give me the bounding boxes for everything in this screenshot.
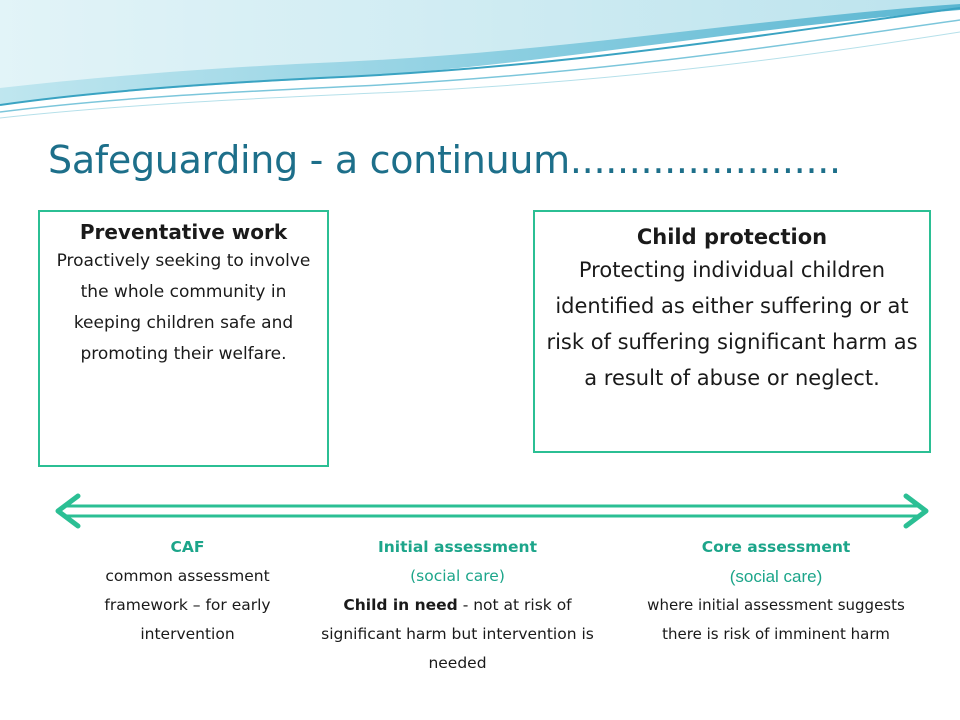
initial-assessment-column xyxy=(315,533,600,678)
caf-column xyxy=(70,533,305,649)
header-wave-decoration xyxy=(0,0,960,120)
initial-assessment-description: - not at risk of significant harm but intervention is needed xyxy=(321,596,594,672)
initial-assessment-title: Initial assessment xyxy=(378,538,537,556)
child-protection-heading: Child protection xyxy=(636,225,828,249)
caf-title: CAF xyxy=(170,538,205,556)
preventative-work-body: Proactively seeking to involve the whole community in keeping children safe and promoting their welfare. xyxy=(56,251,311,364)
initial-assessment-subtitle: (social care) xyxy=(410,567,505,585)
preventative-work-box xyxy=(38,210,329,467)
caf-body: common assessment framework – for early intervention xyxy=(104,567,271,643)
initial-assessment-body xyxy=(321,596,594,672)
continuum-double-arrow xyxy=(50,492,934,532)
child-in-need-label: Child in need xyxy=(343,596,458,614)
core-assessment-body: where initial assessment suggests there is risk of imminent harm xyxy=(647,596,905,643)
slide-title: Safeguarding - a continuum....................... xyxy=(48,138,841,182)
core-assessment-column xyxy=(645,533,907,649)
child-protection-body: Protecting individual children identified as either suffering or at risk of suffering significant harm as a result of abuse or neglect. xyxy=(546,258,918,390)
core-assessment-title: Core assessment xyxy=(701,538,851,556)
preventative-work-heading: Preventative work xyxy=(79,220,288,244)
child-protection-box xyxy=(533,210,931,453)
core-assessment-subtitle: (social care) xyxy=(729,567,823,586)
